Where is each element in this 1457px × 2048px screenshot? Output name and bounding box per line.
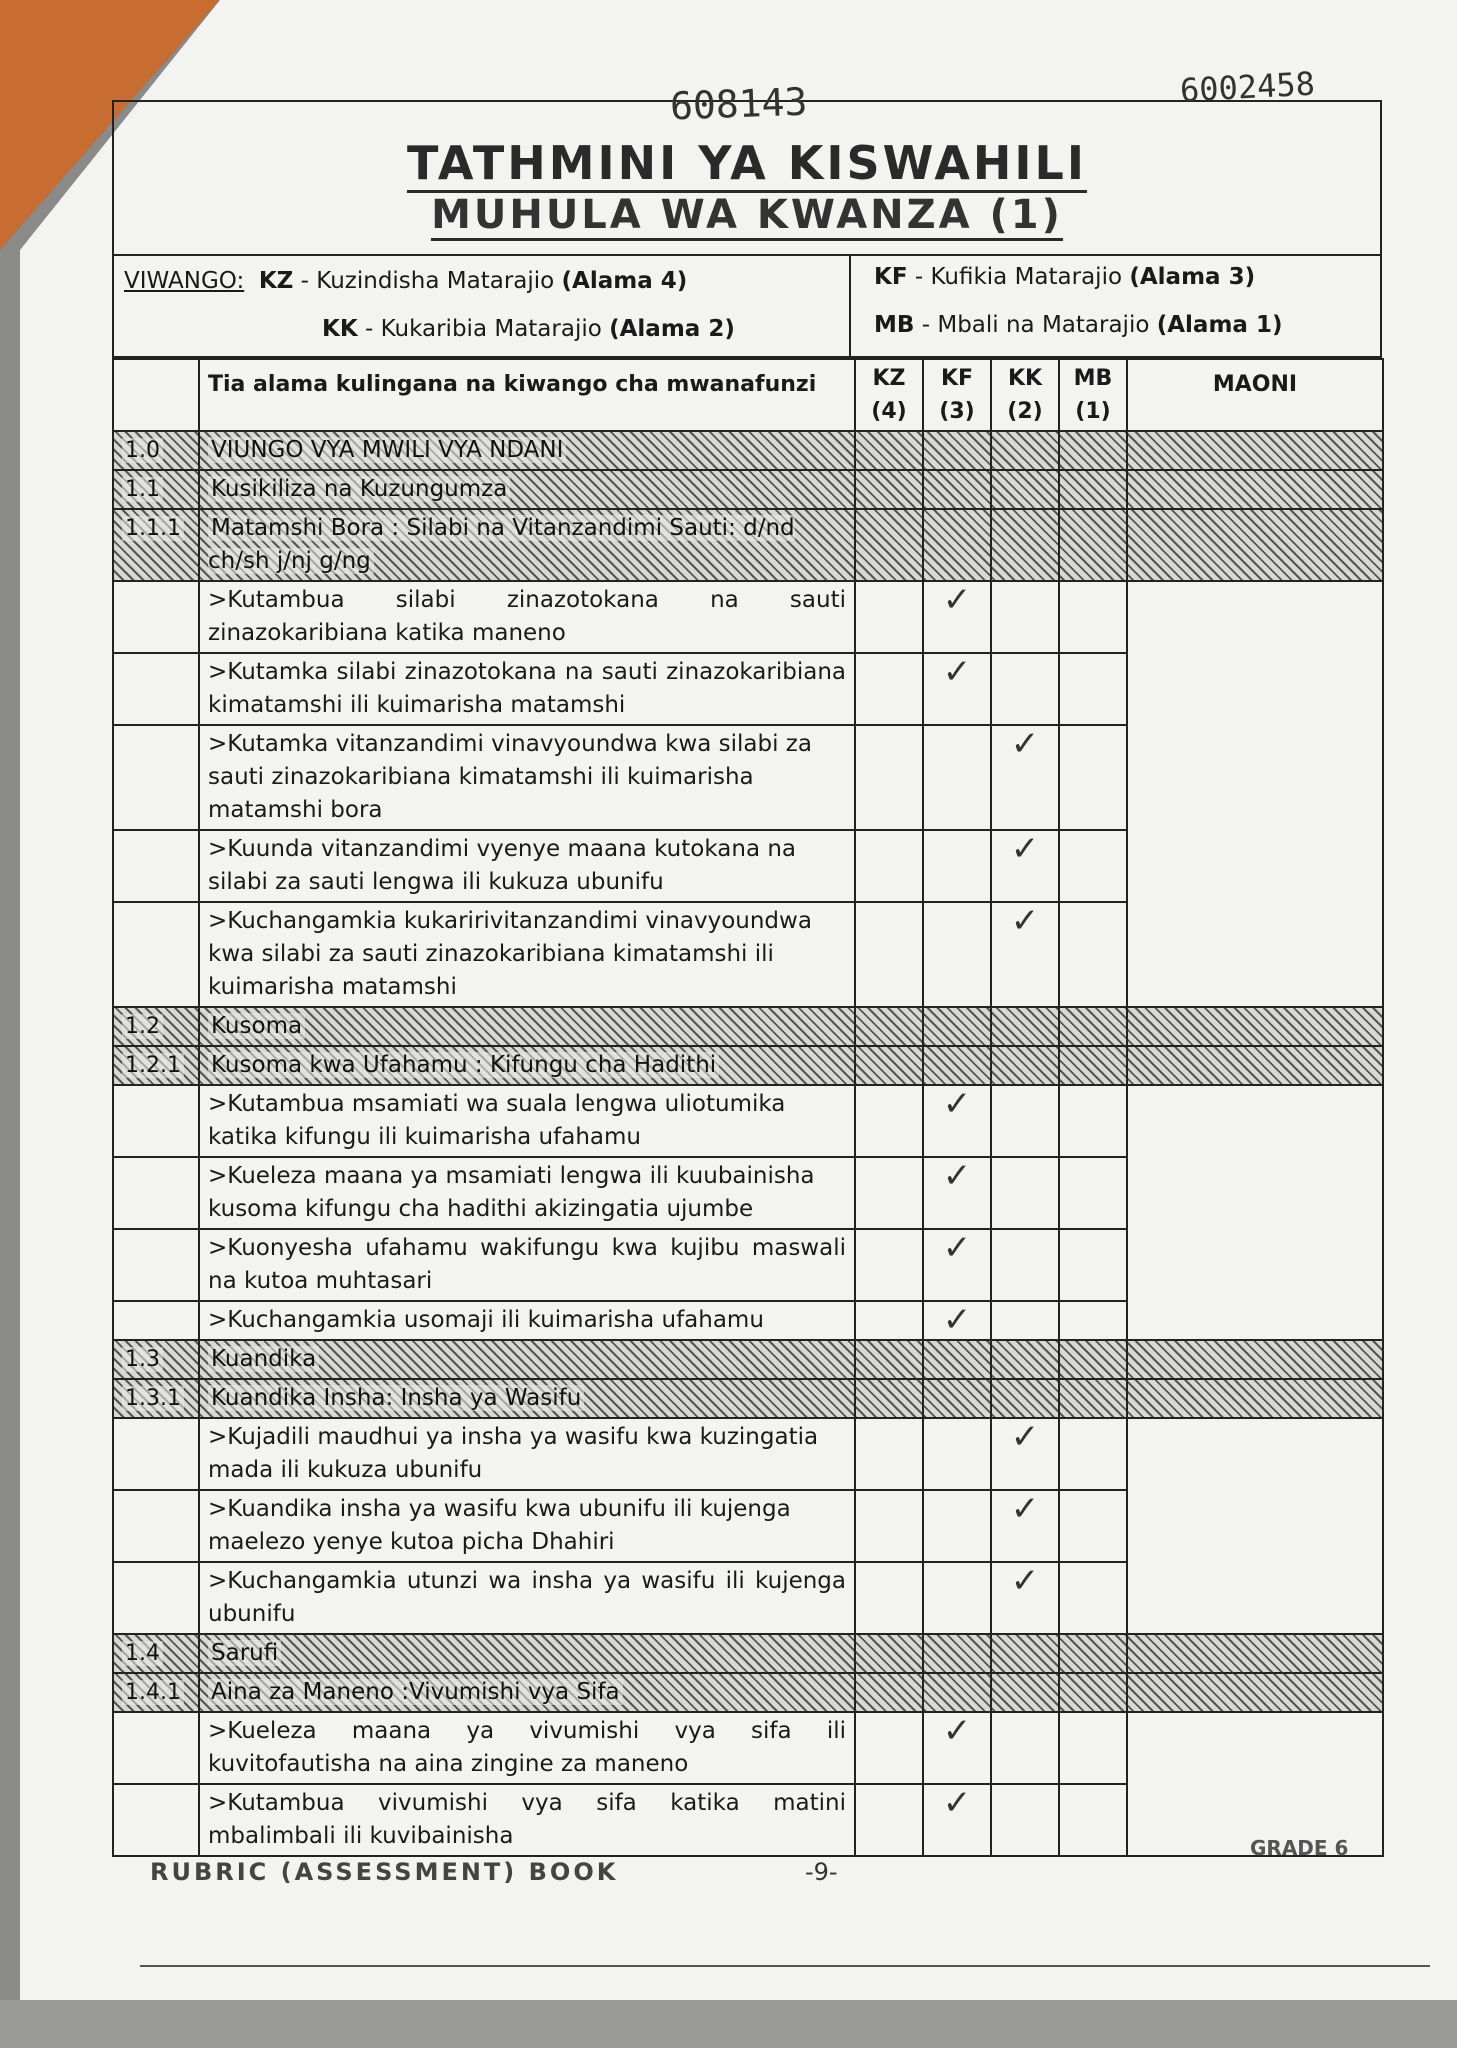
table-cell [1059, 1673, 1127, 1712]
table-cell [1059, 1784, 1127, 1856]
table-cell [113, 509, 199, 581]
table-cell [991, 1046, 1059, 1085]
table-cell [855, 431, 923, 470]
table-cell [1059, 1085, 1127, 1157]
table-cell [199, 1634, 855, 1673]
table-cell [923, 725, 991, 830]
table-cell [923, 1490, 991, 1562]
table-cell [855, 1340, 923, 1379]
table-cell [923, 509, 991, 581]
header-kk: KK (2) [991, 359, 1059, 431]
table-cell [923, 1418, 991, 1490]
tick-mark: ✓ [923, 1301, 991, 1340]
table-cell [855, 653, 923, 725]
table-cell [1059, 1562, 1127, 1634]
bottom-rule [140, 1965, 1430, 1967]
table-cell [1059, 725, 1127, 830]
tick-mark: ✓ [991, 1562, 1059, 1634]
rubric-table [112, 358, 1384, 1857]
table-cell [1059, 1379, 1127, 1418]
paper-bottom-edge [0, 2000, 1457, 2048]
cell-text: KZ [258, 268, 294, 294]
levels-divider [849, 256, 851, 356]
table-cell [113, 1712, 199, 1784]
table-cell: >Kueleza maana ya vivumishi vya sifa ili kuvitofautisha na aina zingine za maneno [199, 1712, 855, 1784]
cell-text: - Kuzindisha Matarajio [300, 268, 555, 294]
table-cell [923, 1673, 991, 1712]
cell-text: Sarufi [208, 1640, 281, 1666]
table-cell [113, 1340, 199, 1379]
header-instruction: Tia alama kulingana na kiwango cha mwanafunzi [199, 359, 855, 431]
table-row [113, 581, 1383, 653]
table-cell [113, 653, 199, 725]
table-cell [1059, 1301, 1127, 1340]
table-cell [855, 1157, 923, 1229]
cell-text: - Kufikia Matarajio [914, 264, 1123, 290]
cell-text: 1.3.1 [122, 1386, 184, 1411]
table-cell [855, 1007, 923, 1046]
table-cell: >Kuchangamkia kukaririvitanzandimi vinavyoundwa kwa silabi za sauti zinazokaribiana kimatamshi ili kuimarisha matamshi [199, 902, 855, 1007]
table-row [113, 1085, 1383, 1157]
handwritten-number: 608143 [669, 79, 809, 129]
table-cell [991, 1007, 1059, 1046]
table-cell [855, 1379, 923, 1418]
table-cell [1059, 902, 1127, 1007]
table-cell: >Kueleza maana ya msamiati lengwa ili kuubainisha kusoma kifungu cha hadithi akizingatia ujumbe [199, 1157, 855, 1229]
table-cell [1127, 1046, 1383, 1085]
table-cell [991, 1229, 1059, 1301]
page-subtitle: MUHULA WA KWANZA (1) [114, 192, 1380, 238]
table-cell [855, 509, 923, 581]
table-cell [923, 1340, 991, 1379]
table-cell [991, 509, 1059, 581]
table-cell [991, 1712, 1059, 1784]
table-cell [991, 1085, 1059, 1157]
table-cell [855, 1673, 923, 1712]
maoni-cell-1 [1127, 581, 1383, 1007]
tick-mark: ✓ [991, 902, 1059, 1007]
table-cell [1059, 581, 1127, 653]
table-cell [923, 470, 991, 509]
table-cell [855, 725, 923, 830]
cell-text: 1.3 [122, 1347, 163, 1372]
table-cell [991, 1301, 1059, 1340]
table-cell [855, 1301, 923, 1340]
table-cell [113, 1157, 199, 1229]
table-cell [991, 1340, 1059, 1379]
table-row [113, 1418, 1383, 1490]
table-cell [113, 1562, 199, 1634]
table-cell [991, 1379, 1059, 1418]
table-cell [113, 902, 199, 1007]
table-cell [923, 1634, 991, 1673]
table-cell [991, 1634, 1059, 1673]
cell-text: (Alama 1) [1156, 312, 1283, 338]
level-kk [322, 316, 735, 342]
header-blank [113, 359, 199, 431]
table-cell [113, 1490, 199, 1562]
table-cell [923, 830, 991, 902]
table-cell: >Kutamka vitanzandimi vinavyoundwa kwa silabi za sauti zinazokaribiana kimatamshi ili kuimarisha matamshi bora [199, 725, 855, 830]
table-cell [1059, 1418, 1127, 1490]
cell-text: 1.0 [122, 438, 163, 463]
table-cell [855, 902, 923, 1007]
tick-mark: ✓ [991, 1418, 1059, 1490]
table-cell: >Kutambua silabi zinazotokana na sauti zinazokaribiana katika maneno [199, 581, 855, 653]
cell-text: KK [322, 316, 358, 342]
table-cell [113, 1673, 199, 1712]
table-cell [991, 1673, 1059, 1712]
table-cell [113, 725, 199, 830]
table-cell [1059, 1490, 1127, 1562]
table-cell [113, 1046, 199, 1085]
section-row [113, 509, 1383, 581]
table-cell [113, 1379, 199, 1418]
maoni-cell-3 [1127, 1418, 1383, 1634]
table-cell [1059, 1634, 1127, 1673]
table-cell [113, 1784, 199, 1856]
table-cell [923, 902, 991, 1007]
cell-text: Kuandika [208, 1346, 319, 1372]
section-row [113, 1007, 1383, 1046]
table-cell [855, 830, 923, 902]
levels-legend [112, 254, 1382, 358]
table-cell [855, 1490, 923, 1562]
maoni-cell-2 [1127, 1085, 1383, 1340]
table-cell: >Kuchangamkia utunzi wa insha ya wasifu ili kujenga ubunifu [199, 1562, 855, 1634]
cell-text: KF [874, 264, 908, 290]
table-cell [991, 470, 1059, 509]
cell-text: - Mbali na Matarajio [921, 312, 1150, 338]
grade-label: GRADE 6 [1250, 1836, 1349, 1860]
table-row [113, 1712, 1383, 1784]
table-cell [855, 470, 923, 509]
section-row [113, 470, 1383, 509]
tick-mark: ✓ [923, 653, 991, 725]
header-kf: KF (3) [923, 359, 991, 431]
table-cell [1127, 1007, 1383, 1046]
table-cell [1059, 509, 1127, 581]
table-cell [855, 1418, 923, 1490]
cell-text: 1.4 [122, 1641, 163, 1666]
tick-mark: ✓ [991, 725, 1059, 830]
table-cell [199, 470, 855, 509]
table-cell [991, 581, 1059, 653]
table-cell [855, 1046, 923, 1085]
table-cell [1127, 470, 1383, 509]
table-cell [1127, 1673, 1383, 1712]
tick-mark: ✓ [923, 1784, 991, 1856]
table-cell [1127, 1634, 1383, 1673]
cell-text: Matamshi Bora : Silabi na Vitanzandimi Sauti: d/nd ch/sh j/nj g/ng [208, 515, 795, 574]
table-cell [1127, 1379, 1383, 1418]
table-cell [923, 1007, 991, 1046]
page-title: TATHMINI YA KISWAHILI [114, 136, 1380, 190]
table-cell [199, 509, 855, 581]
table-cell [855, 1085, 923, 1157]
table-cell: >Kujadili maudhui ya insha ya wasifu kwa kuzingatia mada ili kukuza ubunifu [199, 1418, 855, 1490]
table-cell: >Kuchangamkia usomaji ili kuimarisha ufahamu [199, 1301, 855, 1340]
cell-text: 1.2.1 [122, 1053, 184, 1078]
table-cell [199, 1340, 855, 1379]
cell-text: (Alama 3) [1129, 264, 1256, 290]
table-cell [113, 581, 199, 653]
table-cell: >Kuunda vitanzandimi vyenye maana kutokana na silabi za sauti lengwa ili kukuza ubunifu [199, 830, 855, 902]
levels-label: VIWANGO: [124, 268, 245, 294]
section-row [113, 1673, 1383, 1712]
tick-mark: ✓ [923, 581, 991, 653]
table-cell [113, 1229, 199, 1301]
table-cell [991, 1157, 1059, 1229]
table-cell [991, 1784, 1059, 1856]
cell-text: - Kukaribia Matarajio [364, 316, 602, 342]
table-cell [855, 1634, 923, 1673]
header-mb: MB (1) [1059, 359, 1127, 431]
table-cell [1127, 1340, 1383, 1379]
header-kz: KZ (4) [855, 359, 923, 431]
table-header [113, 359, 1383, 431]
table-cell [923, 1046, 991, 1085]
maoni-cell-4 [1127, 1712, 1383, 1856]
table-cell [1059, 1340, 1127, 1379]
table-cell [855, 1229, 923, 1301]
level-kf [874, 264, 1255, 290]
section-row [113, 1046, 1383, 1085]
table-cell [1127, 509, 1383, 581]
cell-text: Kusoma [208, 1013, 305, 1039]
cell-text: 1.1.1 [122, 516, 184, 541]
section-row [113, 1340, 1383, 1379]
table-cell [199, 1379, 855, 1418]
tick-mark: ✓ [923, 1712, 991, 1784]
table-cell [855, 1784, 923, 1856]
table-cell [113, 470, 199, 509]
handwritten-code: 6002458 [1179, 64, 1316, 110]
table-cell [199, 1046, 855, 1085]
table-cell: >Kuonyesha ufahamu wakifungu kwa kujibu maswali na kutoa muhtasari [199, 1229, 855, 1301]
tick-mark: ✓ [991, 1490, 1059, 1562]
table-cell [1059, 431, 1127, 470]
table-cell [855, 581, 923, 653]
table-cell [855, 1712, 923, 1784]
level-mb [874, 312, 1282, 338]
table-cell [1059, 1007, 1127, 1046]
section-row [113, 1379, 1383, 1418]
table-cell [199, 1007, 855, 1046]
table-cell: >Kutamka silabi zinazotokana na sauti zinazokaribiana kimatamshi ili kuimarisha matamshi [199, 653, 855, 725]
table-cell: >Kutambua msamiati wa suala lengwa uliotumika katika kifungu ili kuimarisha ufahamu [199, 1085, 855, 1157]
table-cell [923, 1562, 991, 1634]
table-cell [991, 653, 1059, 725]
table-cell [113, 1007, 199, 1046]
cell-text: MB [874, 312, 915, 338]
tick-mark: ✓ [923, 1157, 991, 1229]
footer-book-label: RUBRIC (ASSESSMENT) BOOK [150, 1858, 619, 1886]
page-number: -9- [805, 1858, 838, 1886]
table-cell [113, 830, 199, 902]
table-cell [113, 1634, 199, 1673]
tick-mark: ✓ [923, 1085, 991, 1157]
table-cell [1059, 1712, 1127, 1784]
section-row [113, 1634, 1383, 1673]
table-cell [1059, 653, 1127, 725]
cell-text: 1.1 [122, 477, 163, 502]
table-cell [113, 1085, 199, 1157]
table-cell [113, 431, 199, 470]
cell-text: Kusikiliza na Kuzungumza [208, 476, 510, 502]
table-cell [199, 1673, 855, 1712]
table-cell [923, 1379, 991, 1418]
cell-text: Kuandika Insha: Insha ya Wasifu [208, 1385, 584, 1411]
header-maoni: MAONI [1127, 359, 1383, 431]
cell-text: Aina za Maneno :Vivumishi vya Sifa [208, 1679, 623, 1705]
table-cell [855, 1562, 923, 1634]
table-cell [1059, 1046, 1127, 1085]
table-cell [1059, 1157, 1127, 1229]
cell-text: (Alama 2) [609, 316, 735, 342]
table-cell [1059, 470, 1127, 509]
rubric-document [112, 100, 1382, 1857]
table-cell [1059, 830, 1127, 902]
table-cell: >Kuandika insha ya wasifu kwa ubunifu ili kujenga maelezo yenye kutoa picha Dhahiri [199, 1490, 855, 1562]
table-cell [113, 1418, 199, 1490]
level-kz [124, 268, 687, 294]
cell-text: 1.2 [122, 1014, 163, 1039]
table-cell [1059, 1229, 1127, 1301]
table-cell [199, 431, 855, 470]
cell-text: VIUNGO VYA MWILI VYA NDANI [208, 437, 566, 463]
table-cell [113, 1301, 199, 1340]
cell-text: (Alama 4) [561, 268, 688, 294]
cell-text: 1.4.1 [122, 1680, 184, 1705]
table-cell [1127, 431, 1383, 470]
cell-text: Kusoma kwa Ufahamu : Kifungu cha Hadithi [208, 1052, 719, 1078]
table-cell [991, 431, 1059, 470]
section-row [113, 431, 1383, 470]
tick-mark: ✓ [991, 830, 1059, 902]
tick-mark: ✓ [923, 1229, 991, 1301]
table-cell: >Kutambua vivumishi vya sifa katika matini mbalimbali ili kuvibainisha [199, 1784, 855, 1856]
table-cell [923, 431, 991, 470]
